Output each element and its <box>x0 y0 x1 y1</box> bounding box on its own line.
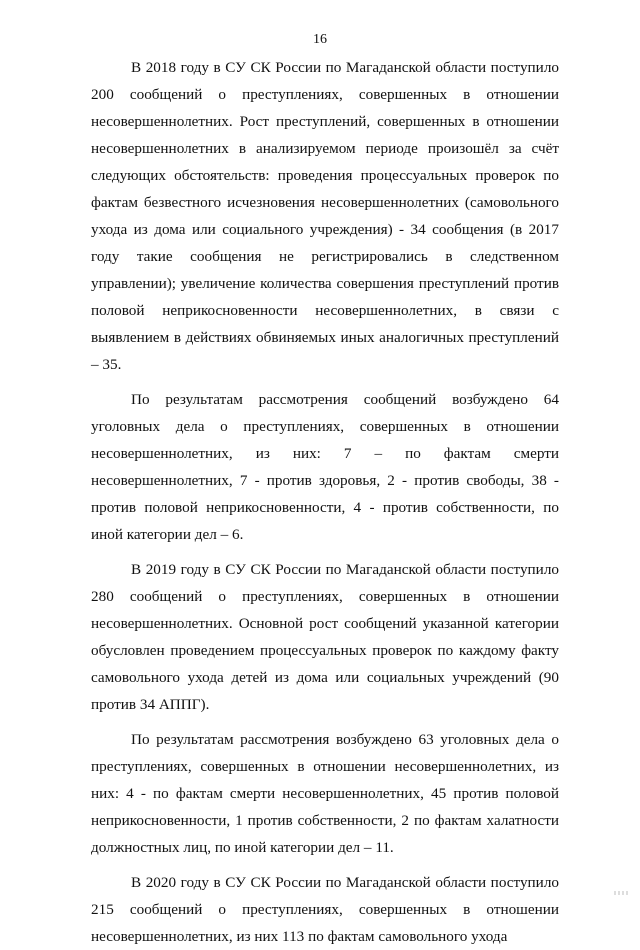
document-body <box>91 54 559 950</box>
paragraph-2018-cases: По результатам рассмотрения сообщений возбуждено 64 уголовных дела о преступлениях, совершенных в отношении несовершеннолетних, из них: 7 – по фактам смерти несовершеннолетних, 7 - против здоровья, 2 - против свободы, 38 - против половой неприкосновенности, 4 - против собственности, по иной категории дел – 6. <box>91 391 559 543</box>
paragraph-2019-reports: В 2019 году в СУ СК России по Магаданской области поступило 280 сообщений о преступлениях, совершенных в отношении несовершеннолетних. Основной рост сообщений указанной категории обусловлен проведением процессуальных проверок по каждому факту самовольного ухода детей из дома или социальных учреждений (90 против 34 АППГ). <box>91 561 559 713</box>
scan-artifact <box>614 891 628 895</box>
paragraph-2019-cases: По результатам рассмотрения возбуждено 63 уголовных дела о преступлениях, совершенных в отношении несовершеннолетних, из них: 4 - по фактам смерти несовершеннолетних, 45 против половой неприкосновенности, 1 против собственности, 2 по фактам халатности должностных лиц, по иной категории дел – 11. <box>91 731 559 856</box>
page-number: 16 <box>313 32 327 47</box>
paragraph-2020-reports: В 2020 году в СУ СК России по Магаданской области поступило 215 сообщений о преступлениях, совершенных в отношении несовершеннолетних, из них 113 по фактам самовольного ухода <box>91 874 559 945</box>
paragraph-2018-reports: В 2018 году в СУ СК России по Магаданской области поступило 200 сообщений о преступлениях, совершенных в отношении несовершеннолетних. Рост преступлений, совершенных в отношении несовершеннолетних в анализируемом периоде произошёл за счёт следующих обстоятельств: проведения процессуальных проверок по фактам безвестного исчезновения несовершеннолетних (самовольного ухода из дома или социального учреждения) - 34 сообщения (в 2017 году такие сообщения не регистрировались в следственном управлении); увеличение количества совершения преступлений против половой неприкосновенности несовершеннолетних, в связи с выявлением в действиях обвиняемых иных аналогичных преступлений – 35. <box>91 59 559 373</box>
